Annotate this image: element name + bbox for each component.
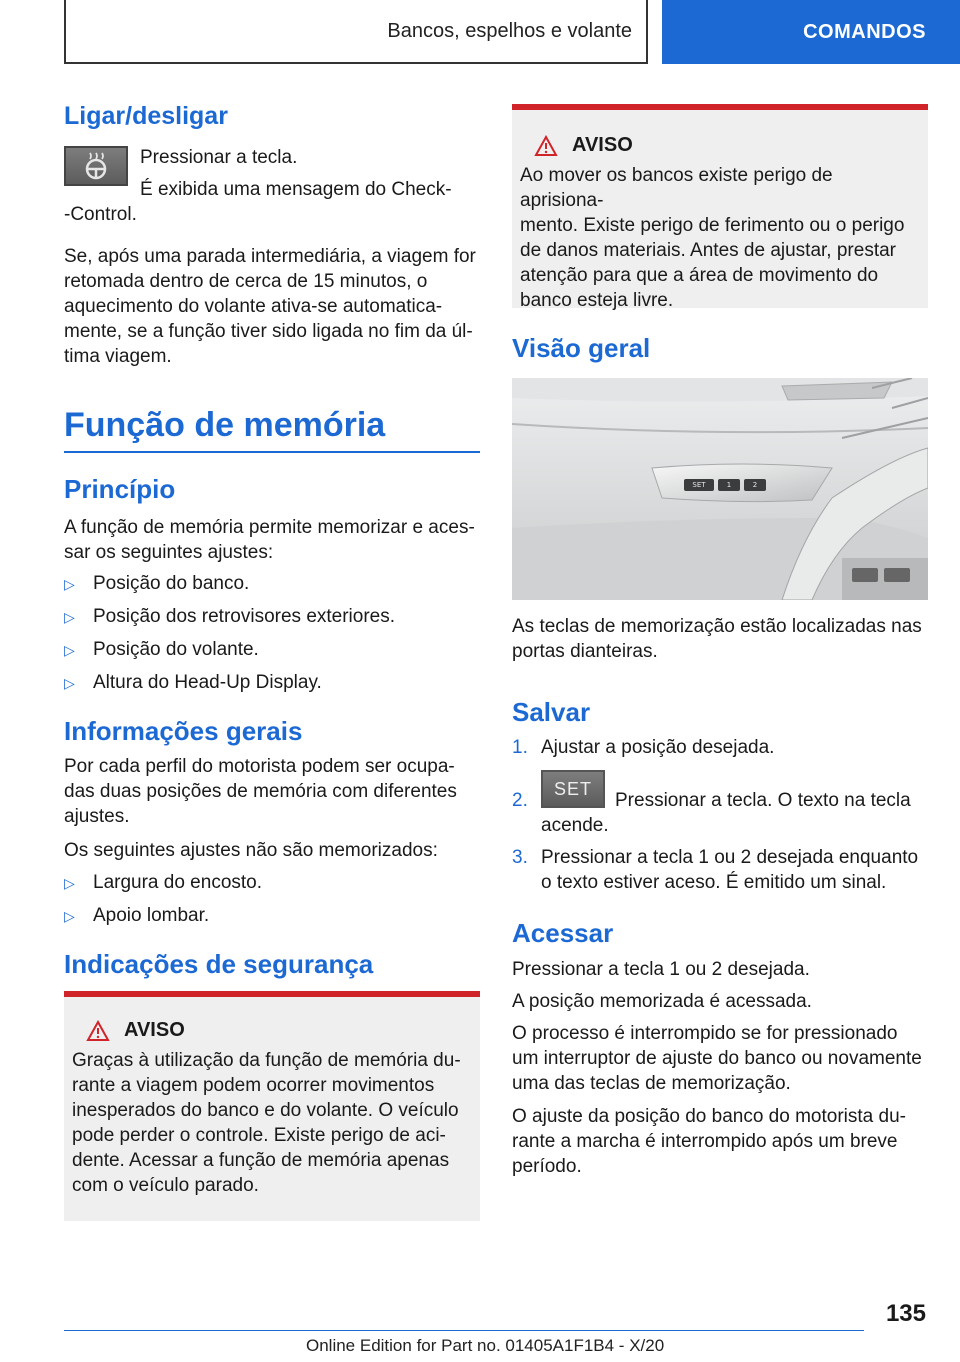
- info-list: [64, 870, 480, 936]
- warning-triangle-icon: [534, 135, 558, 157]
- title-rule: [64, 451, 480, 453]
- triangle-bullet-icon: ▷: [64, 908, 75, 924]
- acessar-p2: A posição memorizada é acessada.: [512, 991, 812, 1012]
- text-line: aquecimento do volante ativa-se automatica-: [64, 296, 443, 317]
- step-text: Ajustar a posição desejada.: [541, 737, 775, 758]
- warning-text: [520, 163, 920, 313]
- step-text: [541, 845, 918, 895]
- info-p1: [64, 754, 484, 829]
- triangle-bullet-icon: ▷: [64, 576, 75, 592]
- photo-key1-label: 1: [726, 481, 732, 489]
- acessar-title: Acessar: [512, 918, 614, 948]
- salvar-step-3: [512, 845, 928, 895]
- list-item: [64, 870, 480, 903]
- text-line: rante a marcha é interrompido após um breve: [512, 1131, 898, 1152]
- visao-title: Visão geral: [512, 333, 651, 363]
- memoria-title: Função de memória: [64, 406, 386, 444]
- salvar-step-1: [512, 735, 928, 760]
- warning-label: AVISO: [572, 134, 633, 156]
- text-line: atenção para que a área de movimento do: [520, 265, 879, 286]
- triangle-bullet-icon: ▷: [64, 642, 75, 658]
- steering-heating-key-icon: [64, 146, 128, 186]
- acessar-p4: [512, 1104, 942, 1179]
- list-item-text: Posição dos retrovisores exteriores.: [93, 606, 396, 627]
- step-number: 2.: [512, 790, 528, 811]
- text-line: de danos materiais. Antes de ajustar, prestar: [520, 240, 896, 261]
- text-line: A função de memória permite memorizar e aces-: [64, 517, 475, 538]
- text-line: um interruptor de ajuste do banco ou novamente: [512, 1048, 922, 1069]
- photo-key2-label: 2: [752, 481, 758, 489]
- visao-text: [512, 614, 932, 664]
- text-line: Pressionar a tecla 1 ou 2 desejada enquanto: [541, 847, 919, 868]
- principio-title: Princípio: [64, 474, 176, 504]
- acessar-p1: Pressionar a tecla 1 ou 2 desejada.: [512, 959, 810, 980]
- text-line: mente, se a função tiver sido ligada no fim da úl-: [64, 321, 473, 342]
- warning-header: [72, 1019, 472, 1042]
- salvar-title: Salvar: [512, 697, 591, 727]
- list-item-text: Apoio lombar.: [93, 905, 210, 926]
- text-line: mento. Existe perigo de ferimento ou o perigo: [520, 215, 905, 236]
- salvar-step-2-line1: Pressionar a tecla. O texto na tecla: [615, 790, 911, 811]
- text-line: o texto estiver aceso. É emitido um sinal.: [541, 872, 887, 893]
- photo-set-label: SET: [692, 481, 706, 489]
- text-line: rante a viagem podem ocorrer movimentos: [72, 1075, 435, 1096]
- warning-text: [72, 1048, 472, 1198]
- header-section: [64, 0, 648, 64]
- text-line: pode perder o controle. Existe perigo de aci-: [72, 1125, 446, 1146]
- ligar-p3: [64, 244, 484, 369]
- triangle-bullet-icon: ▷: [64, 675, 75, 691]
- triangle-bullet-icon: ▷: [64, 875, 75, 891]
- list-item-text: Largura do encosto.: [93, 872, 263, 893]
- text-line: O ajuste da posição do banco do motorista du-: [512, 1106, 906, 1127]
- text-line: sar os seguintes ajustes:: [64, 542, 274, 563]
- ligar-p2a: É exibida uma mensagem do Check-: [140, 179, 452, 200]
- header-chapter: [662, 0, 960, 64]
- info-p2: Os seguintes ajustes não são memorizados:: [64, 840, 438, 861]
- list-item: [64, 903, 480, 936]
- page-number: 135: [885, 1300, 926, 1327]
- text-line: das duas posições de memória com diferentes: [64, 781, 457, 802]
- text-line: Por cada perfil do motorista podem ser ocupa-: [64, 756, 455, 777]
- text-line: Ao mover os bancos existe perigo de aprisiona-: [520, 165, 833, 211]
- list-item: [64, 604, 480, 637]
- list-item: [64, 637, 480, 670]
- text-line: As teclas de memorização estão localizadas nas: [512, 616, 922, 637]
- text-line: uma das teclas de memorização.: [512, 1073, 791, 1094]
- list-item-text: Posição do volante.: [93, 639, 259, 660]
- warning-box: [64, 991, 480, 1221]
- list-item: [64, 571, 480, 604]
- text-line: período.: [512, 1156, 582, 1177]
- triangle-bullet-icon: ▷: [64, 609, 75, 625]
- ligar-p1: Pressionar a tecla.: [140, 147, 298, 168]
- text-line: banco esteja livre.: [520, 290, 674, 311]
- ligar-p2b: -Control.: [64, 204, 137, 225]
- section-title: Bancos, espelhos e volante: [387, 19, 632, 42]
- seg-title: Indicações de segurança: [64, 949, 374, 979]
- text-line: retomada dentro de cerca de 15 minutos, o: [64, 271, 428, 292]
- principio-text: [64, 515, 484, 565]
- set-key-label: SET: [553, 778, 592, 799]
- text-line: com o veículo parado.: [72, 1175, 259, 1196]
- text-line: ajustes.: [64, 806, 130, 827]
- step-number: 3.: [512, 847, 528, 868]
- list-item-text: Altura do Head-Up Display.: [93, 672, 322, 693]
- acessar-p3: [512, 1021, 942, 1096]
- ligar-title: Ligar/desligar: [64, 102, 228, 130]
- principio-list: [64, 571, 480, 703]
- text-line: inesperados do banco e do volante. O veículo: [72, 1100, 459, 1121]
- footer-rule: [64, 1330, 864, 1331]
- salvar-step-2-number: [512, 788, 541, 813]
- warning-header: [520, 134, 920, 157]
- step-number: 1.: [512, 737, 528, 758]
- chapter-title: COMANDOS: [803, 20, 926, 43]
- list-item: [64, 670, 480, 703]
- text-line: Se, após uma parada intermediária, a viagem for: [64, 246, 476, 267]
- text-line: Graças à utilização da função de memória du-: [72, 1050, 461, 1071]
- list-item-text: Posição do banco.: [93, 573, 250, 594]
- footer-edition: Online Edition for Part no. 01405A1F1B4 - X/20: [306, 1336, 665, 1355]
- salvar-step-2-line2: acende.: [541, 815, 609, 836]
- warning-label: AVISO: [124, 1019, 185, 1041]
- warning-box: [512, 104, 928, 311]
- warning-triangle-icon: [86, 1020, 110, 1042]
- door-panel-photo: [512, 378, 928, 600]
- text-line: O processo é interrompido se for pressionado: [512, 1023, 898, 1044]
- text-line: dente. Acessar a função de memória apenas: [72, 1150, 450, 1171]
- text-line: tima viagem.: [64, 346, 172, 367]
- text-line: portas dianteiras.: [512, 641, 658, 662]
- info-title: Informações gerais: [64, 716, 303, 746]
- set-key-icon: [541, 770, 605, 808]
